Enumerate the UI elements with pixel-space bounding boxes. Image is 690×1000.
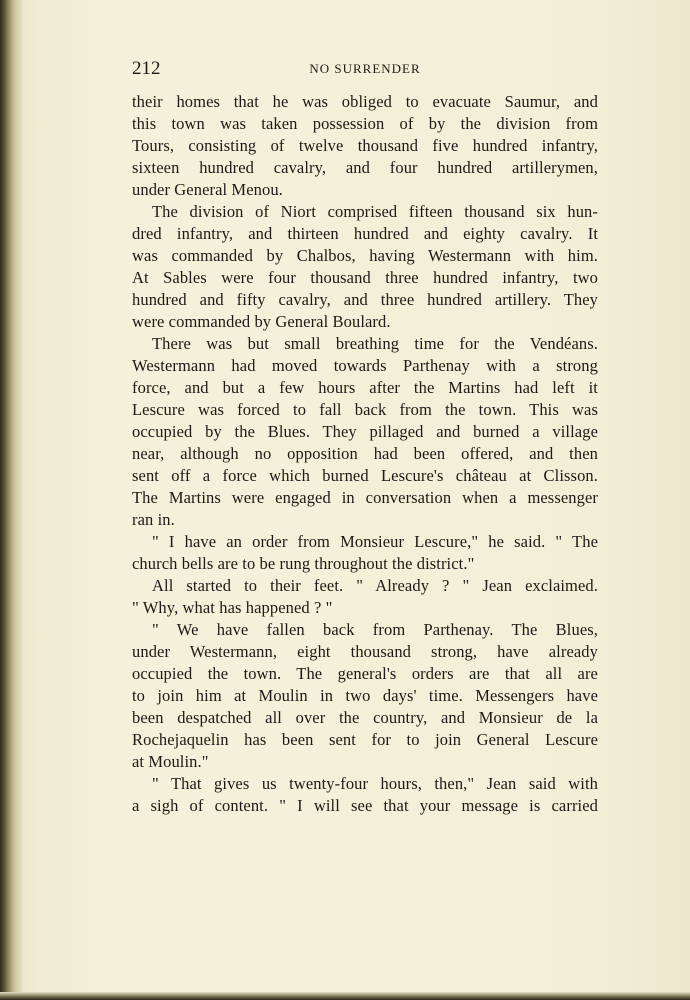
text-line: Tours, consisting of twelve thousand five hundred infantry, bbox=[132, 136, 598, 155]
text-line: was commanded by Chalbos, having Westermann with him. bbox=[132, 246, 598, 265]
text-line: a sigh of content. " I will see that your message is carried bbox=[132, 796, 598, 815]
text-line: under General Menou. bbox=[132, 180, 283, 199]
text-line: hundred and fifty cavalry, and three hundred artillery. They bbox=[132, 290, 598, 309]
text-line: occupied the town. The general's orders are that all are bbox=[132, 664, 598, 683]
text-line: sixteen hundred cavalry, and four hundred artillerymen, bbox=[132, 158, 598, 177]
text-line: near, although no opposition had been offered, and then bbox=[132, 444, 598, 463]
text-line: ran in. bbox=[132, 510, 175, 529]
running-head: NO SURRENDER bbox=[309, 61, 421, 76]
text-line: Westermann had moved towards Parthenay with a strong bbox=[132, 356, 598, 375]
text-line: The division of Niort comprised fifteen thousand six hun- bbox=[152, 202, 598, 221]
text-line: " Why, what has happened ? " bbox=[132, 598, 333, 617]
page-number: 212 bbox=[132, 58, 161, 79]
text-line: to join him at Moulin in two days' time. Messengers have bbox=[132, 686, 598, 705]
text-line: their homes that he was obliged to evacuate Saumur, and bbox=[132, 92, 598, 111]
text-line: church bells are to be rung throughout the district." bbox=[132, 554, 475, 573]
page-bottom-edge bbox=[0, 992, 690, 1000]
book-binding-edge bbox=[0, 0, 22, 1000]
text-line: There was but small breathing time for the Vendéans. bbox=[152, 334, 598, 353]
text-line: Rochejaquelin has been sent for to join General Lescure bbox=[132, 730, 598, 749]
page-header bbox=[132, 58, 598, 82]
text-line: " We have fallen back from Parthenay. The Blues, bbox=[152, 620, 598, 639]
text-line: were commanded by General Boulard. bbox=[132, 312, 391, 331]
text-line: The Martins were engaged in conversation when a messenger bbox=[132, 488, 598, 507]
body-text bbox=[132, 91, 598, 817]
text-line: been despatched all over the country, and Monsieur de la bbox=[132, 708, 598, 727]
text-line: this town was taken possession of by the division from bbox=[132, 114, 598, 133]
text-line: " That gives us twenty-four hours, then," Jean said with bbox=[152, 774, 598, 793]
text-line: at Moulin." bbox=[132, 752, 209, 771]
text-line: sent off a force which burned Lescure's château at Clisson. bbox=[132, 466, 598, 485]
text-line: occupied by the Blues. They pillaged and burned a village bbox=[132, 422, 598, 441]
text-line: under Westermann, eight thousand strong, have already bbox=[132, 642, 598, 661]
text-line: dred infantry, and thirteen hundred and eighty cavalry. It bbox=[132, 224, 598, 243]
text-line: force, and but a few hours after the Martins had left it bbox=[132, 378, 598, 397]
text-line: At Sables were four thousand three hundred infantry, two bbox=[132, 268, 598, 287]
text-line: Lescure was forced to fall back from the town. This was bbox=[132, 400, 598, 419]
text-line: All started to their feet. " Already ? " Jean exclaimed. bbox=[152, 576, 598, 595]
text-line: " I have an order from Monsieur Lescure," he said. " The bbox=[152, 532, 598, 551]
